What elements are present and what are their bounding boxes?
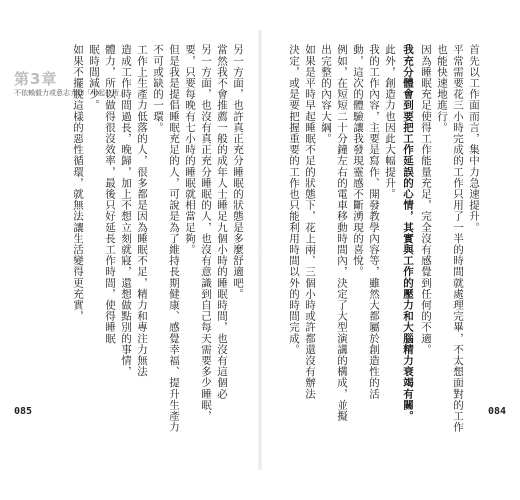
right-bold-line-1: 我充分體會到要把工作延誤的心情，其實與工作的壓力和大腦精力衰竭有關。 [402,44,414,422]
right-text-line-10: 如果是平時早起睡眠不足的狀態下，花上兩、三個小時或許都還沒有辦法 [304,44,316,400]
left-text-line-1: 如果不擺脫這樣的惡性循環，就無法讓生活變得更充實， [72,44,84,322]
left-text-line-8: 要，只要每晚有七小時的睡眠就相當足夠。 [184,44,196,255]
book-gutter [258,30,262,470]
left-text-line-3: 體力，所以做得很沒效率，最後只好延長工作時間，使得睡眠 [104,44,116,344]
right-page-number: 084 [488,406,507,417]
right-text-line-3: 也能快速地進行。 [436,44,448,133]
right-text-line-5: 此外，創造力也因此大幅提升。 [384,44,396,200]
right-text-line-11: 決定，或是要把握重要的工作也只能利用時間以外的時間完成。 [288,44,300,355]
right-text-line-9: 出完整的內容大綱。 [320,44,332,144]
right-text-line-7: 動，這次的體驗讓我發現靈感不斷湧現的喜悅。 [352,44,364,278]
left-text-line-9: 另一方面，也沒有真正充分睡眠的人，也沒有意識到自己每天需要多少睡眠， [200,44,212,422]
left-text-line-7: 但是我是提倡睡眠充足的人，可說是為了維持長期健康、感覺幸福、提升生產力 [168,44,180,433]
right-text-line-8: 例如，在短短二十分鐘左右的電車移動時間內，決定了大型演講的構成，並擬 [336,44,348,422]
left-text-line-11: 另一方面，也許真正充分睡眠的狀態是多麼舒適吧。 [232,44,244,300]
right-text-line-6: 我的工作內容，主要是寫作、開發教學內容等，雖然大都屬於創造性的活 [368,44,380,400]
chapter-subtitle: 不依賴毅力或意志力的「早起技術」 [14,89,126,97]
left-text-line-2: 眠時間減少。 [88,44,100,111]
right-text-line-1: 首先以工作面而言，集中力急速提升。 [468,44,480,233]
right-text-line-2: 平常需要花三小時完成的工作只用了一半的時間就處理完畢，不太想面對的工作 [452,44,464,433]
left-page-number: 085 [14,406,33,417]
left-text-line-6: 不可或缺的一環。 [152,44,164,133]
left-text-line-4: 造成工作時間過長，晚歸，加上不想立刻就寢，還想做點別的事情， [120,44,132,377]
left-text-line-5: 工作上生產力低落的人，很多都是因為睡眠不足，精力和專注力無法 [136,44,148,377]
left-text-line-10: 當然我不會推薦一般的成年人士睡足九個小時的睡眠時間，也沒有這個必 [216,44,228,400]
right-text-line-4: 因為睡眠充足使得工作能量充足，完全沒有感覺到任何的不適。 [420,44,432,355]
chapter-label: 第3章 [14,70,58,88]
